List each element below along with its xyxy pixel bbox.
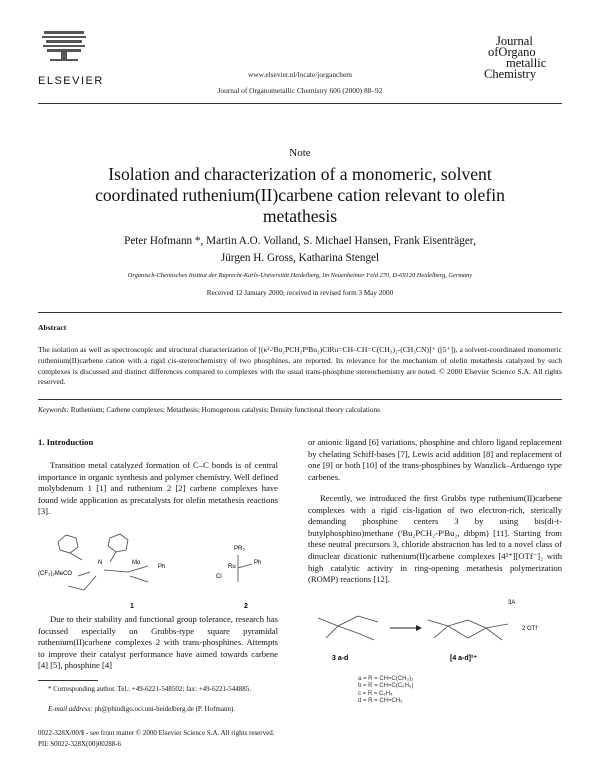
email-label: E-mail address: [48, 705, 93, 713]
elsevier-logo [40, 28, 88, 72]
keywords-label: Keywords: [38, 406, 69, 414]
affiliation: Organisch-Chemisches Institut der Ruprecht-Karls-Universität Heidelberg, Im Neuenheimer Feld 270, D-69120 Heidelberg, Germany [127, 272, 473, 279]
intro-paragraph-2 [38, 614, 278, 672]
journal-logo-line: Journal [496, 34, 533, 48]
email-address[interactable]: ph@phindigo.oci.uni-heidelberg.de (P. Hofmann). [94, 705, 236, 713]
pii-line: PII: S0022-328X(00)00288-6 [38, 740, 122, 748]
paragraph-text: Recently, we introduced the first Grubbs type ruthenium(II)carbene complexes with a rigid cis-ligation of two electron-rich, sterically demanding phosphine centers 3 by using bis(di-t-butylphosphino)methane (ᵗBu₂PCH₂-PᵗBu₂, dtbpm) [11]. Starting from these neutral precursors 3, chloride abstraction has led to a novel class of dinuclear dicationic ruthenium(II)carbene complexes [4²⁺][OTf⁻]₂ with high catalytic activity in ring-opening metathesis polymerization (ROMP) reactions [12]. [308, 493, 562, 585]
atom-cf3: (CF₃)₂MeCO [38, 571, 73, 577]
r-group-item: a = R = CH=C(CH₃)₂ [358, 676, 414, 682]
scheme-1-structures [38, 520, 278, 610]
atom-n: N [98, 560, 103, 566]
compound-1-label: 1 [130, 603, 134, 610]
received-dates: Received 12 January 2000; received in revised form 3 May 2000 [206, 289, 394, 297]
abstract-rule-bottom [38, 399, 562, 400]
otf-counterion: 2 OTf⁻ [522, 626, 541, 632]
section-heading: 1. Introduction [38, 437, 94, 447]
journal-citation: Journal of Organometallic Chemistry 606 (2000) 88–92 [217, 86, 383, 95]
compound-3-label: 3 a-d [332, 655, 349, 662]
r-group-item: c = R = C₆H₄ [358, 690, 393, 697]
journal-logo-line: ofOrgano [488, 45, 536, 59]
abstract-heading: Abstract [38, 323, 67, 332]
paragraph-text: Transition metal catalyzed formation of C–C bonds is of central importance in organic synthesis and polymer chemistry. Well defined molybdenum 1 [1] and ruthenium 2 [2] carbene complexes have found wide application as precatalysts for olefin metathesis reactions [3]. [38, 460, 278, 517]
compound-4-label: [4 a-d]²⁺ [450, 655, 478, 662]
journal-url[interactable]: www.elsevier.nl/locate/jorganchem [247, 70, 353, 79]
atom-ph-2: Ph [254, 560, 262, 566]
keywords-text: Ruthenium; Carbene complexes; Metathesis; Homogenous catalysis; Density functional theory calculations [70, 406, 380, 414]
scheme-tag: 3A [508, 600, 516, 606]
journal-logo-line: Chemistry [484, 67, 537, 81]
issn-line: 0022-328X/00/$ - see front matter © 2000 Elsevier Science S.A. All rights reserved. [38, 729, 275, 737]
header-rule [38, 103, 562, 104]
intro-paragraph-1 [38, 460, 278, 518]
r-group-item: d = R = CH=CH₂ [358, 698, 403, 705]
abstract-rule-top [38, 312, 562, 313]
article-title: Isolation and characterization of a monomeric, solvent coordinated ruthenium(II)carbene cation relevant to olefin metathesis [95, 164, 505, 226]
footnote-email [48, 705, 288, 715]
elsevier-tree-icon [40, 28, 88, 62]
atom-mo: Mo [132, 560, 141, 566]
keywords [38, 406, 562, 414]
intro-paragraph-4 [308, 493, 562, 586]
reaction-arrowhead [416, 625, 422, 631]
atom-ru: Ru [228, 564, 236, 570]
abstract-text: The isolation as well as spectroscopic and structural characterization of [(κ²-ᵗBu₂PCH₂PᵗBu₂)ClRu=CH–CH=C(CH₃)₂-(CH₃CN)]⁺ ([5⁺]), a solvent-coordinated monomeric ruthenium(II)carbene cation with a rigid cis-stereochemistry of two phosphines, are reported. Its relevance for the mechanism of olefin metathesis catalyzed by such complexes is discussed and distinct differences compared to complexes with the usual trans-phosphine stereochemistry are noted. © 2000 Elsevier Science S.A. All rights reserved. [38, 345, 562, 387]
compound-2-label: 2 [244, 603, 248, 610]
authors-line-1: Peter Hofmann *, Martin A.O. Volland, S. Michael Hansen, Frank Eisenträger, [124, 235, 476, 247]
scheme-2-structures [308, 598, 562, 682]
footnote-corresponding: * Corresponding author. Tel.: +49-6221-548502; fax: +49-6221-544885. [48, 685, 252, 693]
r-group-item: b = R = CH=C(C₆H₅) [358, 683, 414, 690]
journal-logo [480, 36, 560, 80]
paragraph-text: Due to their stability and functional group tolerance, research has focussed especially on Grubbs-type square pyramidal ruthenium(II)carbene complexes 2 with trans-phosphines. Attempts to improve their catalyst performance have aimed towards carbene [4] [5], phosphine [4] [38, 614, 278, 671]
article-type: Note [289, 147, 311, 159]
atom-cl: Cl [216, 574, 222, 580]
paragraph-text: or anionic ligand [6] variations, phosphine and chloro ligand replacement by chelating Schiff-bases [7], Lewis acid addition [8] and replacement of one [9] or both [10] of the trans-phosphines by Wanzlick–Arduengo type carbenes. [308, 437, 562, 482]
intro-paragraph-3 [308, 437, 562, 483]
atom-ph: Ph [158, 564, 166, 570]
authors-line-2: Jürgen H. Gross, Katharina Stengel [220, 252, 380, 264]
publisher-name: ELSEVIER [38, 75, 104, 87]
scheme-1 [38, 520, 278, 610]
r-group-list [358, 676, 413, 706]
scheme-2 [308, 598, 562, 682]
atom-pr3: PR₃ [234, 546, 245, 552]
journal-logo-line: metallic [506, 56, 547, 70]
footnote-rule [38, 680, 98, 681]
